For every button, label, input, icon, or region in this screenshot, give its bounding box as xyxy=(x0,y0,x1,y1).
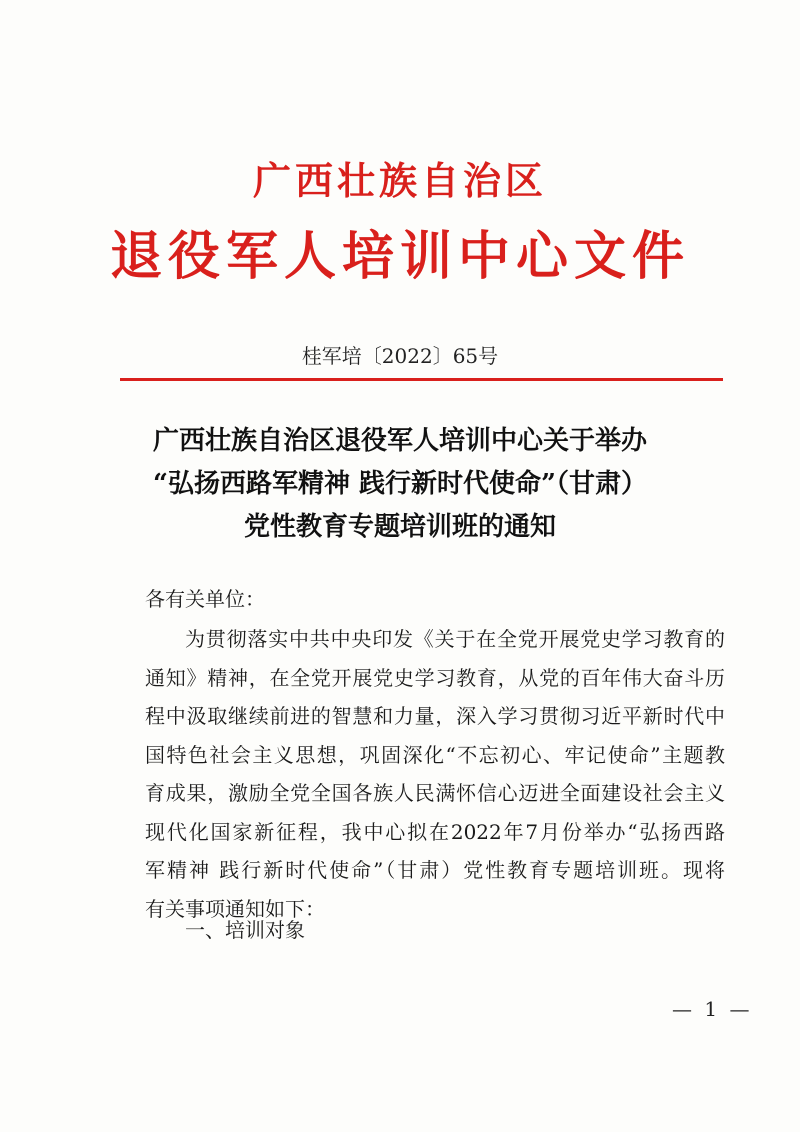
title-line: “弘扬西路军精神 践行新时代使命”（甘肃） xyxy=(153,469,647,499)
section-heading: 一、培训对象 xyxy=(185,918,305,942)
red-divider-line xyxy=(120,378,723,381)
document-type-header: 退役军人培训中心文件 xyxy=(109,226,690,287)
salutation: 各有关单位： xyxy=(145,587,265,611)
body-line: 有关事项通知如下： xyxy=(145,896,325,921)
body-line: 通知》精神，在全党开展党史学习教育，从党的百年伟大奋斗历 xyxy=(145,665,725,690)
title-line: 广西壮族自治区退役军人培训中心关于举办 xyxy=(152,426,647,456)
body-paragraph xyxy=(145,620,725,928)
document-number: 桂军培〔2022〕65号 xyxy=(301,344,499,368)
body-line: 现代化国家新征程，我中心拟在2022年7月份举办“弘扬西路 xyxy=(145,819,725,844)
body-line: 国特色社会主义思想，巩固深化“不忘初心、牢记使命”主题教 xyxy=(145,742,725,767)
body-line: 程中汲取继续前进的智慧和力量，深入学习贯彻习近平新时代中 xyxy=(145,704,725,728)
body-line: 军精神 践行新时代使命”（甘肃）党性教育专题培训班。现将 xyxy=(145,858,725,882)
body-line: 为贯彻落实中共中央印发《关于在全党开展党史学习教育的 xyxy=(185,627,725,651)
issuing-organization: 广西壮族自治区 xyxy=(252,158,547,203)
page-number: — 1 — xyxy=(672,997,753,1021)
body-line: 育成果，激励全党全国各族人民满怀信心迈进全面建设社会主义 xyxy=(145,781,725,805)
title-line: 党性教育专题培训班的通知 xyxy=(243,512,556,542)
document-title xyxy=(0,420,800,549)
